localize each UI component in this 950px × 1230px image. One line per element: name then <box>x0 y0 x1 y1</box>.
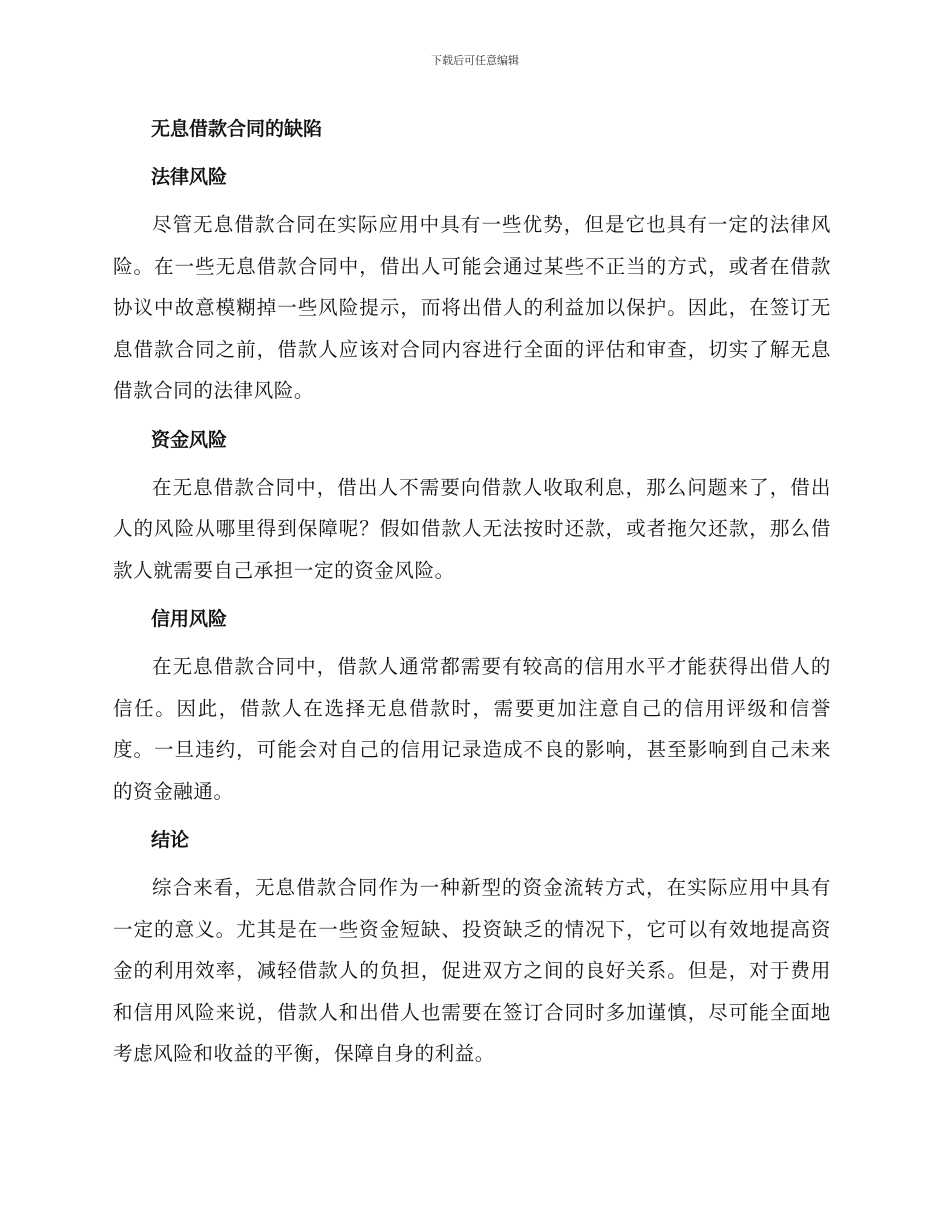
section-paragraph-fund-risk: 在无息借款合同中，借出人不需要向借款人收取利息，那么问题来了，借出人的风险从哪里得到保障呢？假如借款人无法按时还款，或者拖欠还款，那么借款人就需要自己承担一定的资金风险。 <box>113 475 831 582</box>
section-heading-credit-risk: 信用风险 <box>151 608 228 630</box>
document-body <box>113 108 831 1075</box>
section-heading-legal-risk: 法律风险 <box>151 166 228 188</box>
section-heading-fund-risk: 资金风险 <box>151 428 228 451</box>
section-paragraph-legal-risk: 尽管无息借款合同在实际应用中具有一些优势，但是它也具有一定的法律风险。在一些无息借款合同中，借出人可能会通过某些不正当的方式，或者在借款协议中故意模糊掉一些风险提示，而将出借人的利益加以保护。因此，在签订无息借款合同之前，借款人应该对合同内容进行全面的评估和审查，切实了解无息借款合同的法律风险。 <box>113 213 831 402</box>
section-heading-conclusion: 结论 <box>151 829 190 851</box>
section-paragraph-credit-risk: 在无息借款合同中，借款人通常都需要有较高的信用水平才能获得出借人的信任。因此，借款人在选择无息借款时，需要更加注意自己的信用评级和信誉度。一旦违约，可能会对自己的信用记录造成不良的影响，甚至影响到自己未来的资金融通。 <box>113 655 831 803</box>
section-paragraph-conclusion: 综合来看，无息借款合同作为一种新型的资金流转方式，在实际应用中具有一定的意义。尤其是在一些资金短缺、投资缺乏的情况下，它可以有效地提高资金的利用效率，减轻借款人的负担，促进双方之间的良好关系。但是，对于费用和信用风险来说，借款人和出借人也需要在签订合同时多加谨慎，尽可能全面地考虑风险和收益的平衡，保障自身的利益。 <box>113 876 831 1065</box>
document-title: 无息借款合同的缺陷 <box>151 118 323 140</box>
page-header: 下载后可任意编辑 <box>431 54 519 67</box>
